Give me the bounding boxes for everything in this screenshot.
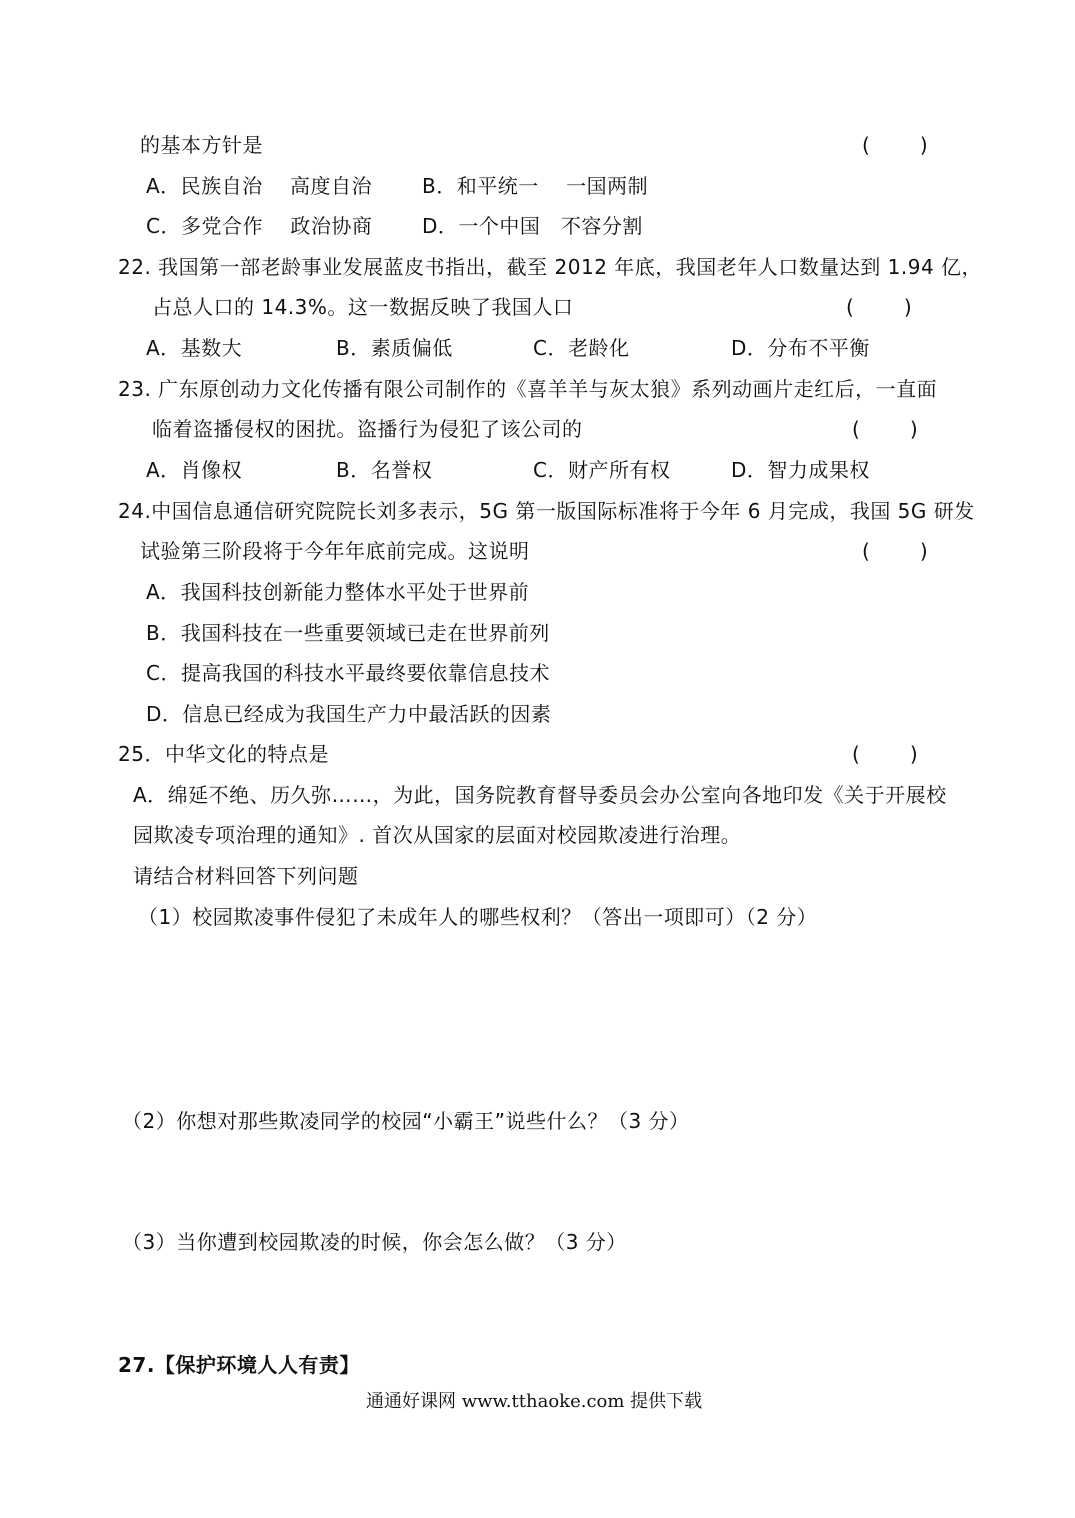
q22-stem-line2: 占总人口的 14.3%。这一数据反映了我国人口 bbox=[152, 295, 574, 319]
q21-option-b: B．和平统一 一国两制 bbox=[422, 174, 649, 198]
q25-subquestion-2: （2）你想对那些欺凌同学的校园“小霸王”说些什么？（3 分） bbox=[122, 1109, 690, 1133]
q23-stem-line1: 23. 广东原创动力文化传播有限公司制作的《喜羊羊与灰太狼》系列动画片走红后，一直面 bbox=[118, 377, 938, 401]
q24-stem-line1: 24.中国信息通信研究院院长刘多表示，5G 第一版国际标准将于今年 6 月完成，我国 5G 研发 bbox=[118, 499, 975, 523]
q22-option-c: C．老龄化 bbox=[533, 336, 630, 360]
q21-continuation: 的基本方针是 bbox=[140, 133, 263, 157]
q23-option-d: D．智力成果权 bbox=[731, 458, 870, 482]
q25-material-line2: 园欺凌专项治理的通知》. 首次从国家的层面对校园欺凌进行治理。 bbox=[133, 823, 742, 847]
q21-option-d: D．一个中国 不容分割 bbox=[422, 214, 643, 238]
q22-stem-line1: 22. 我国第一部老龄事业发展蓝皮书指出，截至 2012 年底，我国老年人口数量达到 1.94 亿， bbox=[118, 255, 983, 279]
q24-option-a: A．我国科技创新能力整体水平处于世界前 bbox=[146, 580, 530, 604]
q27-heading: 27.【保护环境人人有责】 bbox=[118, 1353, 360, 1377]
q23-option-b: B．名誉权 bbox=[336, 458, 433, 482]
q25-subquestion-3: （3）当你遭到校园欺凌的时候，你会怎么做？（3 分） bbox=[122, 1230, 627, 1254]
q23-option-a: A．肖像权 bbox=[146, 458, 243, 482]
q23-answer-bracket: ( ) bbox=[852, 417, 918, 441]
q22-option-b: B．素质偏低 bbox=[336, 336, 453, 360]
footer-source: 通通好课网 www.tthaoke.com 提供下载 bbox=[366, 1391, 703, 1412]
q25-stem: 25．中华文化的特点是 bbox=[118, 742, 329, 766]
q25-subquestion-1: （1）校园欺凌事件侵犯了未成年人的哪些权利？（答出一项即可）（2 分） bbox=[138, 905, 818, 929]
q24-option-d: D．信息已经成为我国生产力中最活跃的因素 bbox=[146, 702, 552, 726]
q21-option-c: C．多党合作 政治协商 bbox=[146, 214, 373, 238]
q23-stem-line2: 临着盗播侵权的困扰。盗播行为侵犯了该公司的 bbox=[152, 417, 583, 441]
q23-option-c: C．财产所有权 bbox=[533, 458, 671, 482]
q22-option-a: A．基数大 bbox=[146, 336, 243, 360]
q24-option-c: C．提高我国的科技水平最终要依靠信息技术 bbox=[146, 661, 550, 685]
q25-answer-bracket: ( ) bbox=[852, 742, 918, 766]
q21-option-a: A．民族自治 高度自治 bbox=[146, 174, 373, 198]
q24-stem-line2: 试验第三阶段将于今年年底前完成。这说明 bbox=[140, 539, 530, 563]
q25-prompt: 请结合材料回答下列问题 bbox=[133, 864, 359, 888]
q25-material-line1: A．绵延不绝、历久弥……，为此，国务院教育督导委员会办公室向各地印发《关于开展校 bbox=[133, 783, 947, 807]
q24-answer-bracket: ( ) bbox=[862, 539, 928, 563]
q21-answer-bracket: ( ) bbox=[862, 133, 928, 157]
q22-answer-bracket: ( ) bbox=[846, 295, 912, 319]
q24-option-b: B．我国科技在一些重要领域已走在世界前列 bbox=[146, 621, 550, 645]
q22-option-d: D．分布不平衡 bbox=[731, 336, 870, 360]
